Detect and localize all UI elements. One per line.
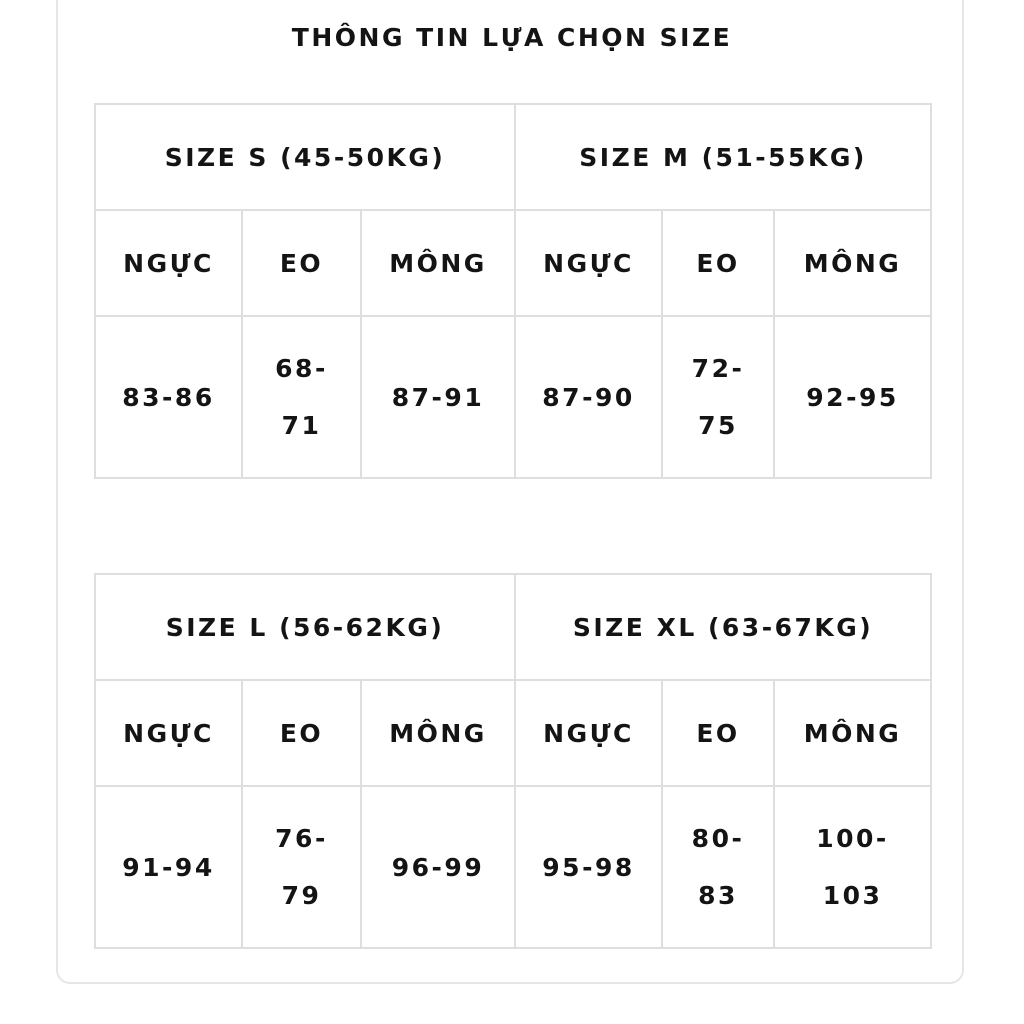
value-waist-l: 76- 79	[242, 786, 361, 948]
value-chest-l: 91-94	[95, 786, 242, 948]
value-waist-xl: 80- 83	[662, 786, 774, 948]
value-chest-xl: 95-98	[515, 786, 662, 948]
label-chest: NGỰC	[95, 680, 242, 786]
label-hip: MÔNG	[774, 210, 931, 316]
value-hip-xl: 100- 103	[774, 786, 931, 948]
label-waist: EO	[662, 680, 774, 786]
label-chest: NGỰC	[95, 210, 242, 316]
value-hip-s: 87-91	[361, 316, 515, 478]
label-hip: MÔNG	[361, 680, 515, 786]
label-waist: EO	[242, 680, 361, 786]
size-table-l-xl	[94, 573, 932, 949]
label-hip: MÔNG	[361, 210, 515, 316]
value-waist-s: 68- 71	[242, 316, 361, 478]
label-chest: NGỰC	[515, 210, 662, 316]
value-chest-s: 83-86	[95, 316, 242, 478]
label-waist: EO	[662, 210, 774, 316]
label-hip: MÔNG	[774, 680, 931, 786]
size-header-s: SIZE S (45-50KG)	[95, 104, 515, 210]
size-header-l: SIZE L (56-62KG)	[95, 574, 515, 680]
value-hip-m: 92-95	[774, 316, 931, 478]
label-waist: EO	[242, 210, 361, 316]
size-table-s-m	[94, 103, 932, 479]
value-waist-m: 72- 75	[662, 316, 774, 478]
size-header-m: SIZE M (51-55KG)	[515, 104, 931, 210]
page-title: THÔNG TIN LỰA CHỌN SIZE	[291, 23, 733, 52]
value-hip-l: 96-99	[361, 786, 515, 948]
size-header-xl: SIZE XL (63-67KG)	[515, 574, 931, 680]
value-chest-m: 87-90	[515, 316, 662, 478]
label-chest: NGỰC	[515, 680, 662, 786]
